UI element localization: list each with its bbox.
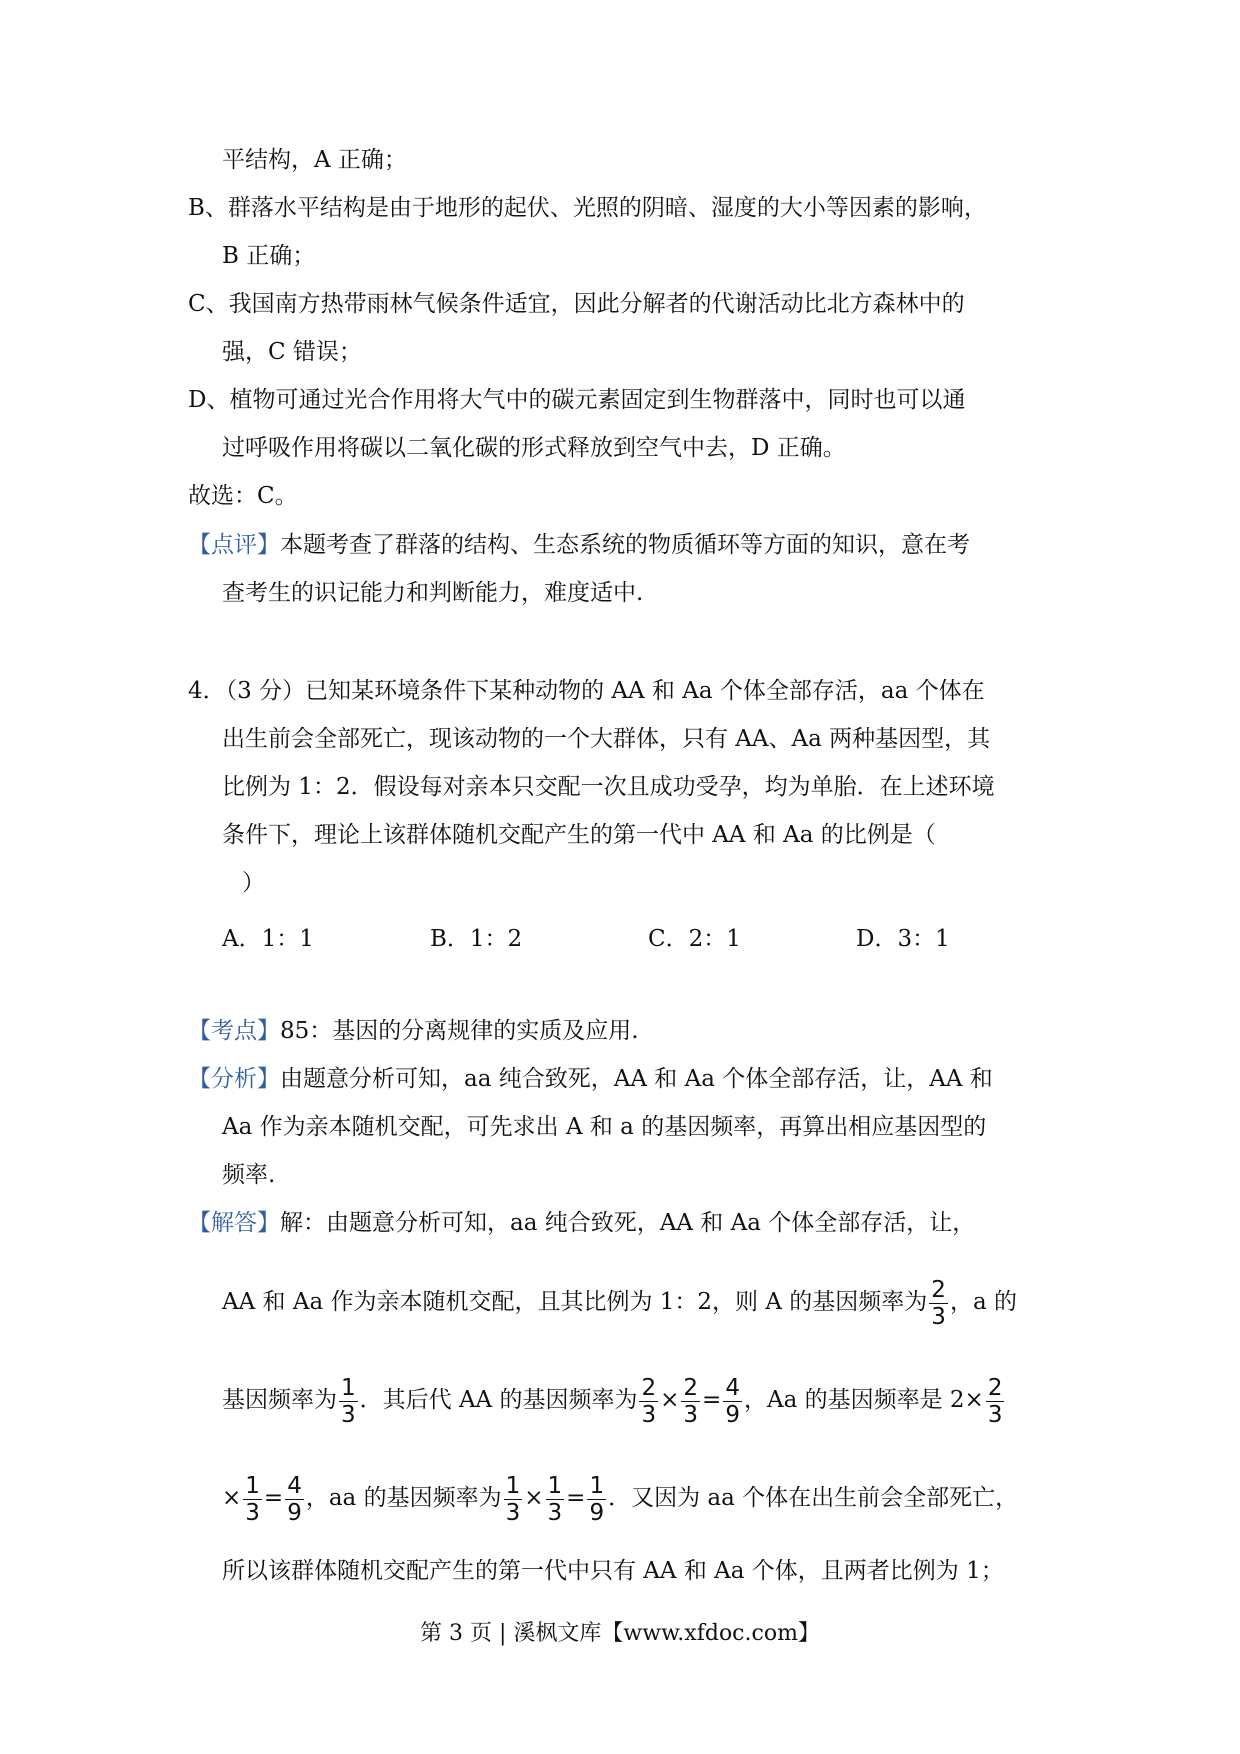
option-d-explanation: D、植物可通过光合作用将大气中的碳元素固定到生物群落中，同时也可以通 [188, 387, 966, 413]
jieda-paragraph: 【解答】解：由题意分析可知，aa 纯合致死，AA 和 Aa 个体全部存活，让， [188, 1210, 976, 1236]
fraction: $\frac{2}{3}$ [987, 1374, 1003, 1428]
fraction: $\frac{1}{9}$ [589, 1472, 605, 1526]
fraction: $\frac{4}{9}$ [287, 1472, 302, 1526]
option-b: B．1：2 [430, 926, 523, 952]
text-line: 条件下，理论上该群体随机交配产生的第一代中 AA 和 Aa 的比例是（ [222, 822, 936, 848]
text-line: Aa 作为亲本随机交配，可先求出 A 和 a 的基因频率，再算出相应基因型的 [222, 1114, 987, 1140]
text-line: 平结构，A 正确； [222, 147, 407, 173]
page-footer: 第 3 页 | 溪枫文库【www.xfdoc.com】 [420, 1621, 820, 1646]
jieda-line-2: AA 和 Aa 作为亲本随机交配，且其比例为 1：2，则 A 的基因频率为 $\frac{2}{3}$ ，a 的 [222, 1276, 1017, 1330]
kaodian-paragraph: 【考点】85：基因的分离规律的实质及应用. [188, 1018, 639, 1044]
review-paragraph: 【点评】本题考查了群落的结构、生态系统的物质循环等方面的知识，意在考 [188, 532, 970, 558]
fraction: $\frac{1}{3}$ [245, 1472, 260, 1526]
fraction: $\frac{1}{3}$ [505, 1472, 521, 1526]
option-c-explanation: C、我国南方热带雨林气候条件适宜，因此分解者的代谢活动比北方森林中的 [188, 291, 965, 317]
option-d: D．3：1 [856, 926, 950, 952]
option-b-explanation: B、群落水平结构是由于地形的起伏、光照的阴暗、湿度的大小等因素的影响， [188, 195, 987, 221]
jieda-tag: 【解答】 [188, 1210, 280, 1236]
question-4-stem: 4．（3 分）已知某环境条件下某种动物的 AA 和 Aa 个体全部存活，aa 个体在 [188, 678, 985, 704]
fraction: $\frac{2}{3}$ [683, 1374, 699, 1428]
text-line: B 正确； [222, 243, 316, 269]
text-line: 频率. [222, 1162, 276, 1188]
text-line: ） [242, 870, 265, 896]
fraction: $\frac{2}{3}$ [641, 1374, 657, 1428]
answer-choice: 故选：C。 [188, 483, 298, 509]
text-line: 比例为 1：2．假设每对亲本只交配一次且成功受孕，均为单胎．在上述环境 [222, 774, 995, 800]
fenxi-paragraph: 【分析】由题意分析可知，aa 纯合致死，AA 和 Aa 个体全部存活，让，AA 和 [188, 1066, 993, 1092]
fraction: $\frac{4}{9}$ [725, 1374, 740, 1428]
jieda-line-3: 基因频率为 $\frac{1}{3}$ ．其后代 AA 的基因频率为 $\frac{2}{3}$ × $\frac{2}{3}$ = $\frac{4}{9}$ ，Aa 的基因频率是 2× $\frac{2}{3}$ [222, 1374, 1003, 1428]
kaodian-tag: 【考点】 [188, 1018, 280, 1044]
text-line: 查考生的识记能力和判断能力，难度适中. [222, 580, 644, 606]
review-tag: 【点评】 [188, 532, 280, 558]
jieda-line-4: × $\frac{1}{3}$ = $\frac{4}{9}$ ，aa 的基因频率为 $\frac{1}{3}$ × $\frac{1}{3}$ = $\frac{1}{9}$ ．又因为 aa 个体在出生前会全部死亡， [222, 1472, 1019, 1526]
text-line: 过呼吸作用将碳以二氧化碳的形式释放到空气中去，D 正确。 [222, 435, 846, 461]
text-line: 出生前会全部死亡，现该动物的一个大群体，只有 AA、Aa 两种基因型，其 [222, 726, 991, 752]
text-line: 所以该群体随机交配产生的第一代中只有 AA 和 Aa 个体，且两者比例为 1； [222, 1558, 1004, 1584]
option-a: A．1：1 [222, 926, 314, 952]
fraction: $\frac{1}{3}$ [547, 1472, 563, 1526]
fraction: $\frac{1}{3}$ [341, 1374, 356, 1428]
fenxi-tag: 【分析】 [188, 1066, 280, 1092]
fraction: $\frac{2}{3}$ [931, 1276, 946, 1330]
option-c: C．2：1 [648, 926, 741, 952]
text-line: 强，C 错误； [222, 339, 362, 365]
